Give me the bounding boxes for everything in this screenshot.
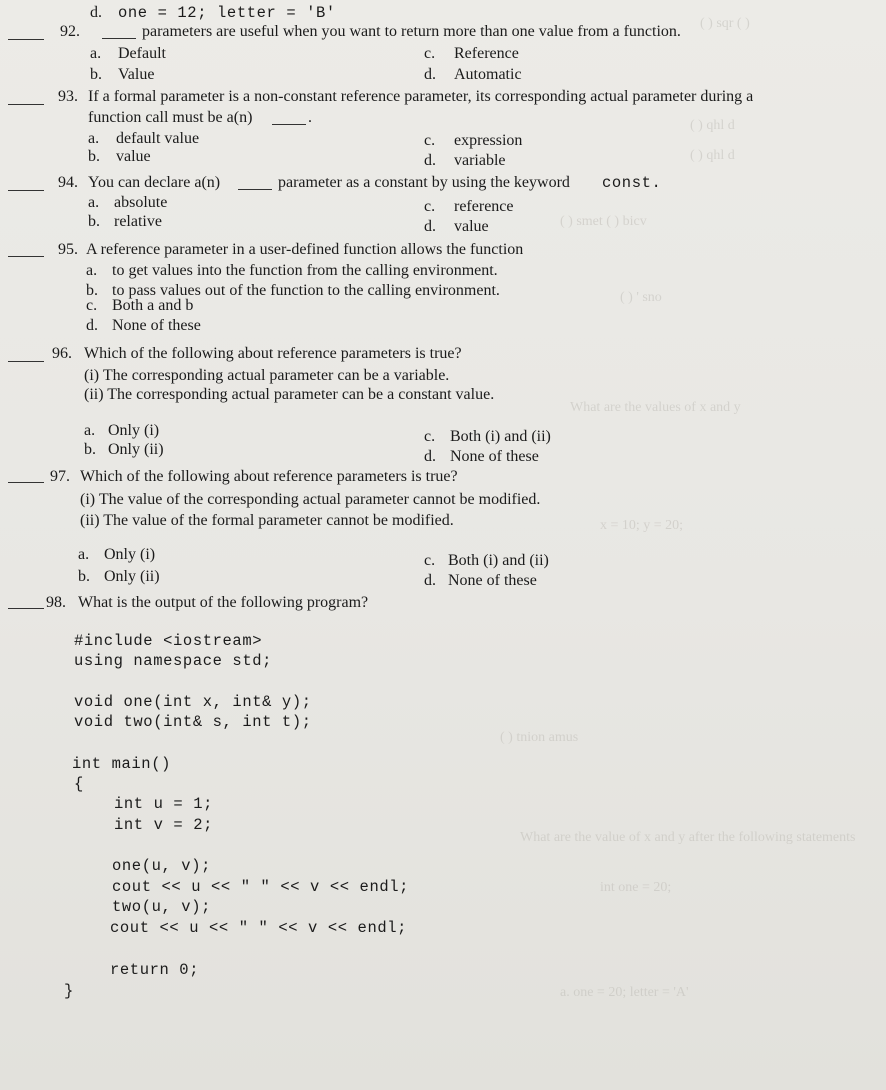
statement-i: (i) The corresponding actual parameter can be a variable. (84, 367, 450, 384)
code-line: void two(int& s, int t); (74, 713, 312, 731)
question-number: 94. (58, 174, 78, 191)
option-label: c. (86, 297, 98, 314)
question-number: 96. (52, 345, 72, 362)
option-label: b. (88, 148, 100, 165)
bleed-through-text: What are the values of x and y (570, 400, 741, 415)
code-line: cout << u << " " << v << endl; (112, 878, 410, 896)
bleed-through-text: ( ) sqr ( ) (700, 16, 750, 31)
option-label: d. (424, 152, 436, 169)
answer-blank[interactable] (8, 482, 44, 483)
statement-ii: (ii) The value of the formal parameter cannot be modified. (80, 512, 454, 529)
option-text: None of these (448, 572, 537, 589)
option-label: a. (86, 262, 98, 279)
question-number: 95. (58, 241, 78, 258)
option-text: relative (114, 213, 162, 230)
option-label: a. (84, 422, 96, 439)
option-text: Both (i) and (ii) (450, 428, 551, 445)
option-label: d. (424, 66, 436, 83)
option-text: Only (ii) (104, 568, 160, 585)
fill-in-blank (272, 124, 306, 125)
option-text: Both (i) and (ii) (448, 552, 549, 569)
code-line: } (64, 982, 74, 1000)
code-line: return 0; (110, 961, 200, 979)
option-text: Automatic (454, 66, 522, 83)
question-number: 93. (58, 88, 78, 105)
bleed-through-text: ( ) qhl d (690, 118, 735, 133)
code-line: { (74, 775, 84, 793)
option-text: value (454, 218, 489, 235)
option-text: Default (118, 45, 166, 62)
option-text: Only (i) (104, 546, 156, 563)
answer-blank[interactable] (8, 39, 44, 40)
option-text: default value (116, 130, 200, 147)
option-text: reference (454, 198, 514, 215)
option-label: b. (86, 282, 98, 299)
code-line: void one(int x, int& y); (74, 693, 312, 711)
option-text: None of these (450, 448, 539, 465)
option-text: absolute (114, 194, 168, 211)
option-text: Only (ii) (108, 441, 164, 458)
code-line: int u = 1; (114, 795, 214, 813)
code-line: #include <iostream> (74, 632, 263, 650)
option-label: b. (90, 66, 102, 83)
keyword-code: const. (602, 174, 662, 192)
code-line: cout << u << " " << v << endl; (110, 919, 408, 937)
option-label: d. (424, 572, 436, 589)
option-label: d. (424, 218, 436, 235)
option-label: b. (84, 441, 96, 458)
answer-blank[interactable] (8, 190, 44, 191)
bleed-through-text: x = 10; y = 20; (600, 518, 684, 533)
question-number: 92. (60, 23, 80, 40)
question-stem: . (308, 109, 312, 126)
option-label: c. (424, 132, 436, 149)
option-label: b. (78, 568, 90, 585)
option-label: a. (78, 546, 90, 563)
option-label: c. (424, 45, 436, 62)
option-label: c. (424, 428, 436, 445)
option-code: one = 12; letter = 'B' (118, 4, 336, 22)
option-text: expression (454, 132, 523, 149)
option-text: Both a and b (112, 297, 194, 314)
code-line: one(u, v); (112, 857, 212, 875)
question-stem: parameter as a constant by using the keyword (278, 174, 570, 191)
question-stem: What is the output of the following program? (78, 594, 369, 611)
question-stem: If a formal parameter is a non-constant reference parameter, its corresponding actual parameter during a (88, 88, 754, 105)
answer-blank[interactable] (8, 608, 44, 609)
option-text: value (116, 148, 151, 165)
code-line: two(u, v); (112, 898, 212, 916)
statement-i: (i) The value of the corresponding actual parameter cannot be modified. (80, 491, 541, 508)
option-text: to get values into the function from the calling environment. (112, 262, 498, 279)
fill-in-blank (238, 189, 272, 190)
option-label: c. (424, 552, 436, 569)
bleed-through-text: int one = 20; (600, 880, 672, 895)
bleed-through-text: What are the value of x and y after the following statements (520, 830, 856, 845)
question-stem: A reference parameter in a user-defined function allows the function (86, 241, 524, 258)
bleed-through-text: a. one = 20; letter = 'A' (560, 985, 689, 1000)
statement-ii: (ii) The corresponding actual parameter can be a constant value. (84, 386, 495, 403)
option-label: a. (88, 194, 100, 211)
option-text: Value (118, 66, 155, 83)
question-stem: Which of the following about reference parameters is true? (80, 468, 458, 485)
option-label: a. (88, 130, 100, 147)
option-text: to pass values out of the function to the calling environment. (112, 282, 500, 299)
option-text: Only (i) (108, 422, 160, 439)
question-stem: Which of the following about reference parameters is true? (84, 345, 462, 362)
answer-blank[interactable] (8, 104, 44, 105)
question-stem: You can declare a(n) (88, 174, 221, 191)
option-text: variable (454, 152, 506, 169)
answer-blank[interactable] (8, 361, 44, 362)
option-label: d. (90, 4, 102, 21)
question-stem: function call must be a(n) (88, 109, 253, 126)
question-number: 97. (50, 468, 70, 485)
bleed-through-text: ( ) ' sno (620, 290, 662, 305)
bleed-through-text: ( ) qhl d (690, 148, 735, 163)
question-stem: parameters are useful when you want to return more than one value from a function. (142, 23, 681, 40)
code-line: using namespace std; (74, 652, 273, 670)
option-label: c. (424, 198, 436, 215)
option-text: None of these (112, 317, 201, 334)
option-label: a. (90, 45, 102, 62)
fill-in-blank (102, 38, 136, 39)
bleed-through-text: ( ) smet ( ) bicv (560, 214, 647, 229)
bleed-through-text: ( ) tnion amus (500, 730, 579, 745)
option-label: d. (424, 448, 436, 465)
code-line: int v = 2; (114, 816, 214, 834)
question-number: 98. (46, 594, 66, 611)
option-label: d. (86, 317, 98, 334)
option-text: Reference (454, 45, 519, 62)
code-line: int main() (72, 755, 172, 773)
answer-blank[interactable] (8, 256, 44, 257)
option-label: b. (88, 213, 100, 230)
